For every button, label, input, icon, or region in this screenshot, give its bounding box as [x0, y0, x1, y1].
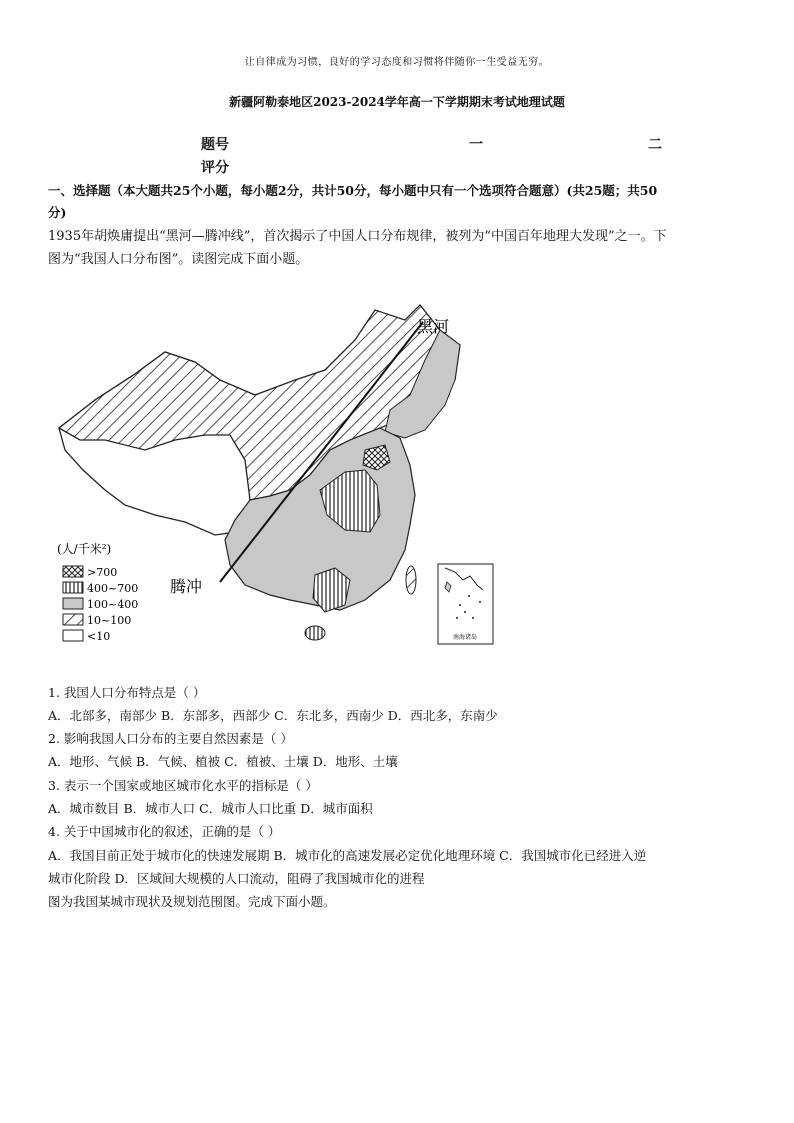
legend-title: (人/千米²) [57, 542, 112, 556]
intro-line-2: 图为“我国人口分布图”。读图完成下面小题。 [48, 252, 309, 267]
question-3-options: A．城市数目 B．城市人口 C．城市人口比重 D．城市面积 [48, 801, 373, 816]
inset-label: 南海诸岛 [452, 634, 478, 641]
score-table-row2-label: 评分 [201, 160, 229, 176]
score-table-row1-label: 题号 [201, 137, 229, 153]
legend-label-gt700: >700 [87, 566, 118, 579]
label-heihe: 黑河 [417, 317, 450, 336]
exam-title: 新疆阿勒泰地区2023-2024学年高一下学期期末考试地理试题 [229, 95, 565, 109]
motto-line: 让自律成为习惯，良好的学习态度和习惯将伴随你一生受益无穷。 [244, 57, 550, 68]
question-4-stem: 4. 关于中国城市化的叙述，正确的是（ ） [48, 824, 281, 839]
map-region-taiwan [406, 566, 416, 594]
question-4-options-cont: 城市化阶段 D．区域间大规模的人口流动，阻碍了我国城市化的进程 [48, 871, 425, 886]
label-tengchong: 腾冲 [170, 577, 203, 596]
question-1-stem: 1. 我国人口分布特点是（ ） [48, 685, 206, 700]
legend-swatch-lt10 [63, 630, 83, 641]
score-table-col2: 二 [648, 137, 662, 153]
legend-label-400-700: 400~700 [87, 582, 139, 595]
legend-label-lt10: <10 [87, 630, 111, 643]
map-region-hainan [305, 626, 325, 640]
intro-line-1: 1935年胡焕庸提出“黑河—腾冲线”，首次揭示了中国人口分布规律，被列为“中国百年地理大发现”之一。下 [48, 229, 667, 244]
question-2-options: A．地形、气候 B．气候、植被 C．植被、土壤 D．地形、土壤 [48, 754, 398, 769]
section-heading-cont: 分) [48, 205, 67, 220]
next-intro: 图为我国某城市现状及规划范围图。完成下面小题。 [48, 894, 336, 909]
legend-label-10-100: 10~100 [87, 614, 132, 627]
score-table-col1: 一 [469, 137, 483, 153]
legend-label-100-400: 100~400 [87, 598, 139, 611]
question-3-stem: 3. 表示一个国家或地区城市化水平的指标是（ ） [48, 778, 318, 793]
legend-swatch-400-700 [63, 582, 83, 593]
population-map [45, 300, 500, 650]
south-china-sea-inset [438, 564, 493, 644]
section-heading: 一、选择题（本大题共25个小题，每小题2分，共计50分，每小题中只有一个选项符合题意）(共25题；共50 [48, 183, 658, 198]
question-1-options: A．北部多，南部少 B．东部多，西部少 C．东北多，西南少 D．西北多，东南少 [48, 708, 498, 723]
legend-swatch-10-100 [63, 614, 83, 625]
legend-swatch-100-400 [63, 598, 83, 609]
question-2-stem: 2. 影响我国人口分布的主要自然因素是（ ） [48, 731, 293, 746]
legend-swatch-gt700 [63, 566, 83, 577]
question-4-options: A．我国目前正处于城市化的快速发展期 B．城市化的高速发展必定优化地理环境 C．我国城市化已经进入逆 [48, 848, 647, 863]
